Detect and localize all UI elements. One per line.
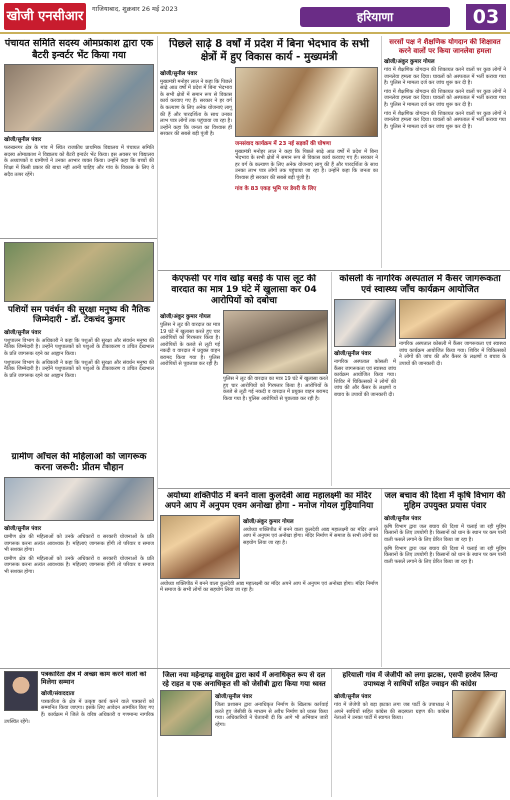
article-photo xyxy=(334,299,396,347)
article-krishi xyxy=(384,491,506,667)
section-title: हरियाणा xyxy=(300,7,450,27)
article-body: नागरिक अस्पताल कोसली में कैंसर जागरूकता एवं स्वास्थ्य जांच कार्यक्रम आयोजित किया गया। शिविर में चिकित्सकों ने लोगों की जांच की और कैंसर के लक्षणों व बचाव के उपायों की जानकारी दी। xyxy=(334,358,396,398)
article-byline: खोजी/सुनील पंवार xyxy=(334,350,372,357)
article-pashu xyxy=(4,242,154,452)
article-body: फरुखनगर क्षेत्र के गांव में स्थित राजकीय प्राथमिक विद्यालय में पंचायत समिति सदस्य ओमप्रकाश ने विद्यालय को बैटरी इन्वर्टर भेंट किया। इस अवसर पर विद्यालय के अध्यापकों व ग्रामीणों ने उनका आभार व्यक्त किया। उन्होंने कहा कि बच्चों की शिक्षा में किसी प्रकार की बाधा नहीं आनी चाहिए और गांव के विकास के लिए वे सदैव तत्पर रहेंगे। xyxy=(4,145,154,178)
article-photo xyxy=(235,67,378,137)
article-headline: कोसली के नागरिक अस्पताल में कैंसर जागरूकता एवं स्वास्थ्य जाँच कार्यक्रम आयोजित xyxy=(339,274,501,295)
article-byline: खोजी/सुनील पंवार xyxy=(4,525,42,532)
article-kosli xyxy=(334,274,506,486)
article-body: अयोध्या शक्तिपीठ में बनने वाला कुलदेवी आद्य महालक्ष्मी का मंदिर अपने आप में अनुपम एवं अनोखा होगा। मंदिर निर्माण में समाज के सभी लोगों का सहयोग लिया जा रहा है। xyxy=(243,526,378,546)
article-headline: सरसों पक्ष ने शैक्षणिक योगदान की शिक्षावत करने वालों पर किया जानलेवा हमला xyxy=(389,38,501,55)
page-number: 03 xyxy=(466,4,506,30)
article-photo xyxy=(452,690,506,738)
article-byline: खोजी/सुनील पंवार xyxy=(4,329,42,336)
article-body: गांव में शैक्षणिक योगदान की शिकायत करने वालों पर कुछ लोगों ने जानलेवा हमला कर दिया। घायलों को अस्पताल में भर्ती कराया गया है। पुलिस ने मामला दर्ज कर जांच शुरू कर दी है। xyxy=(384,67,506,87)
article-body-continued: अयोध्या शक्तिपीठ में बनने वाला कुलदेवी आद्य महालक्ष्मी का मंदिर अपने आप में अनुपम एवं अनोखा होगा। मंदिर निर्माण में समाज के सभी लोगों का सहयोग लिया जा रहा है। xyxy=(160,580,378,594)
article-body-continued: कृषि विभाग द्वारा जल बचाव की दिशा में चलाई जा रही मुहिम किसानों के लिए उपयोगी है। किसानों को धान के स्थान पर कम पानी वाली फसलें लगाने के लिए प्रेरित किया जा रहा है। xyxy=(384,545,506,565)
article-mahendergarh xyxy=(160,671,328,797)
article-byline: खोजी/अंकुर कुमार गोयल xyxy=(243,518,294,525)
article-photo xyxy=(223,310,328,374)
article-patrakar xyxy=(4,671,154,797)
article-byline: खोजी/अंकुर कुमार गोयल xyxy=(384,59,435,66)
article-byline: खोजी/सुनील पंवार xyxy=(334,694,372,701)
article-photo xyxy=(160,515,240,579)
article-headline: पत्रकारिता क्षेत्र में अच्छा काम करने वालों को मिलेगा सम्मान xyxy=(41,671,147,686)
article-body: पत्रकारिता के क्षेत्र में उत्कृष्ट कार्य करने वाले पत्रकारों को सम्मानित किया जाएगा। इसके लिए आवेदन आमंत्रित किए गए हैं। कार्यक्रम में जिले के वरिष्ठ अधिकारी व गणमान्य नागरिक उपस्थित रहेंगे। xyxy=(4,698,154,725)
article-ayodhya xyxy=(160,491,378,667)
article-headline: पशियों सम पवंर्धन की सुरक्षा मनुष्य की नैतिक जिम्मेदारी - डॉ. टेकचंद कुमार xyxy=(7,305,150,326)
article-photo xyxy=(4,64,154,132)
article-headline: अयोध्या शक्तिपीठ में बनने वाला कुलदेवी आद्य महालक्ष्मी का मंदिर अपने आप में अनुपम एवम अनोखा होगा - मनोज गोयल गुड़ियानिया xyxy=(164,491,374,512)
article-photo xyxy=(160,690,212,736)
article-subhead: जनसंवाद कार्यक्रम में 23 नई सड़कों की घोषणा xyxy=(235,140,331,147)
article-loot xyxy=(160,274,328,486)
article-body-continued: नागरिक अस्पताल कोसली में कैंसर जागरूकता एवं स्वास्थ्य जांच कार्यक्रम आयोजित किया गया। शिविर में चिकित्सकों ने लोगों की जांच की और कैंसर के लक्षणों व बचाव के उपायों की जानकारी दी। xyxy=(399,340,506,367)
article-byline: खोजी/सुनील पंवार xyxy=(4,137,42,144)
article-panchayat xyxy=(4,38,154,238)
article-photo xyxy=(4,242,154,302)
article-body: कृषि विभाग द्वारा जल बचाव की दिशा में चलाई जा रही मुहिम किसानों के लिए उपयोगी है। किसानों को धान के स्थान पर कम पानी वाली फसलें लगाने के लिए प्रेरित किया जा रहा है। xyxy=(384,523,506,543)
article-body: जिला प्रशासन द्वारा अनाधिकृत निर्माण के खिलाफ कार्रवाई करते हुए जेसीबी के माध्यम से अवैध निर्माण को ध्वस्त किया गया। अधिकारियों ने चेतावनी दी कि आगे भी अभियान जारी रहेगा। xyxy=(215,702,328,728)
article-body: ग्रामीण क्षेत्र की महिलाओं को उनके अधिकारों व सरकारी योजनाओं के प्रति जागरूक करना अत्यंत आवश्यक है। महिलाएं जागरूक होंगी तो परिवार व समाज भी सशक्त होगा। xyxy=(4,533,154,554)
article-photo-2 xyxy=(399,299,506,339)
article-headline: केएफसी पर गांव खोड़ बसई के पास लूट की वारदात का मात्र 19 घंटे में खुलासा कर 04 आरोपियों को दबोचा xyxy=(171,274,317,306)
dateline: गाजियाबाद, शुक्रवार 26 मई 2023 xyxy=(92,5,178,13)
article-byline: खोजी/संवाददाता xyxy=(41,690,75,697)
article-photo xyxy=(4,671,38,711)
article-body: गांव में जेजेपी को बड़ा झटका लगा जब पार्टी के उपाध्यक्ष ने अपने साथियों सहित कांग्रेस की सदस्यता ग्रहण की। कांग्रेस नेताओं ने उनका पार्टी में स्वागत किया। xyxy=(334,702,449,722)
article-headline: जिला नया महेन्द्रगढ़ वासुदेव द्वारा कार्य में अनाधिकृत रूप से दल रहे राहत व एक अनाधिकृत सी को जेसीबी द्वारा किया गया ध्वस्त xyxy=(162,671,326,688)
article-body-continued: पशुपालन विभाग के अधिकारी ने कहा कि पशुओं की सुरक्षा और संवर्धन मनुष्य की नैतिक जिम्मेदारी है। उन्होंने पशुपालकों को पशुओं के टीकाकरण व उचित देखभाल के प्रति जागरूक रहने का आह्वान किया। xyxy=(4,359,154,379)
article-body: मुख्यमंत्री मनोहर लाल ने कहा कि पिछले साढ़े आठ वर्षों में प्रदेश में बिना भेदभाव के सभी क्षेत्रों में समान रूप से विकास कार्य करवाए गए हैं। सरकार ने हर वर्ग के कल्याण के लिए अनेक योजनाएं लागू की हैं और पारदर्शिता के साथ उनका लाभ पात्र लोगों तक पहुंचाया जा रहा है। उन्होंने कहा कि जनता का विश्वास ही सरकार की सबसे बड़ी पूंजी है। xyxy=(160,78,232,138)
masthead xyxy=(0,0,510,34)
article-byline: खोजी/सुनील पंवार xyxy=(215,694,253,701)
article-jcb xyxy=(334,671,506,797)
article-body-continued: ग्रामीण क्षेत्र की महिलाओं को उनके अधिकारों व सरकारी योजनाओं के प्रति जागरूक करना अत्यंत आवश्यक है। महिलाएं जागरूक होंगी तो परिवार व समाज भी सशक्त होगा। xyxy=(4,555,154,575)
article-kisan xyxy=(384,38,506,258)
article-headline: हरियाली गांव में जेजीपी को लगा झटका, एसपी हरशेय लिन्दा उपाध्यक्ष ने साथियों सहित ज्वाइन की कांग्रेस xyxy=(342,671,498,688)
article-byline: खोजी/सुनील पंवार xyxy=(384,515,422,522)
article-byline: खोजी/सुनील पंवार xyxy=(160,70,198,77)
article-headline: पिछले साढ़े 8 वर्षों में प्रदेश में बिना भेदभाव के सभी क्षेत्रों में हुए विकास कार्य - मुख्यमंत्री xyxy=(168,38,370,63)
article-headline: जल बचाव की दिशा में कृषि विभाग की मुहिम उपयुक्त प्रयास पंवार xyxy=(384,491,506,512)
newspaper-logo: खोजी एनसीआर xyxy=(4,3,86,30)
article-lead xyxy=(160,38,378,268)
article-body-continued-2: गांव में शैक्षणिक योगदान की शिकायत करने वालों पर कुछ लोगों ने जानलेवा हमला कर दिया। घायलों को अस्पताल में भर्ती कराया गया है। पुलिस ने मामला दर्ज कर जांच शुरू कर दी है। xyxy=(384,110,506,130)
article-gramin xyxy=(4,452,154,652)
article-subhead-2: गांव के 83 एकड़ भूमि पर डेयरी के लिए xyxy=(235,185,317,192)
article-headline: पंचायत समिति सदस्य ओमप्रकाश द्वारा एक बैटरी इन्वर्टर भेंट किया गया xyxy=(4,38,154,61)
article-body: पुलिस ने लूट की वारदात का मात्र 19 घंटे में खुलासा करते हुए चार आरोपियों को गिरफ्तार किया है। आरोपियों के कब्जे से लूटी गई नकदी व वारदात में प्रयुक्त वाहन बरामद किया गया है। पुलिस आरोपियों से पूछताछ कर रही है। xyxy=(160,321,220,368)
article-body: पशुपालन विभाग के अधिकारी ने कहा कि पशुओं की सुरक्षा और संवर्धन मनुष्य की नैतिक जिम्मेदारी है। उन्होंने पशुपालकों को पशुओं के टीकाकरण व उचित देखभाल के प्रति जागरूक रहने का आह्वान किया। xyxy=(4,337,154,357)
article-photo xyxy=(4,477,154,521)
article-headline: ग्रामीण आँचल की महिलाओं को जागरूक करना जरूरी: प्रीतम चौहान xyxy=(11,452,147,473)
article-body-continued: गांव में शैक्षणिक योगदान की शिकायत करने वालों पर कुछ लोगों ने जानलेवा हमला कर दिया। घायलों को अस्पताल में भर्ती कराया गया है। पुलिस ने मामला दर्ज कर जांच शुरू कर दी है। xyxy=(384,88,506,109)
article-body-continued: पुलिस ने लूट की वारदात का मात्र 19 घंटे में खुलासा करते हुए चार आरोपियों को गिरफ्तार किया है। आरोपियों के कब्जे से लूटी गई नकदी व वारदात में प्रयुक्त वाहन बरामद किया गया है। पुलिस आरोपियों से पूछताछ कर रही है। xyxy=(223,375,328,402)
article-body-continued: मुख्यमंत्री मनोहर लाल ने कहा कि पिछले साढ़े आठ वर्षों में प्रदेश में बिना भेदभाव के सभी क्षेत्रों में समान रूप से विकास कार्य करवाए गए हैं। सरकार ने हर वर्ग के कल्याण के लिए अनेक योजनाएं लागू की हैं और पारदर्शिता के साथ उनका लाभ पात्र लोगों तक पहुंचाया जा रहा है। उन्होंने कहा कि जनता का विश्वास ही सरकार की सबसे बड़ी पूंजी है। xyxy=(235,148,378,181)
article-byline: खोजी/अंकुर कुमार गोयल xyxy=(160,313,211,320)
